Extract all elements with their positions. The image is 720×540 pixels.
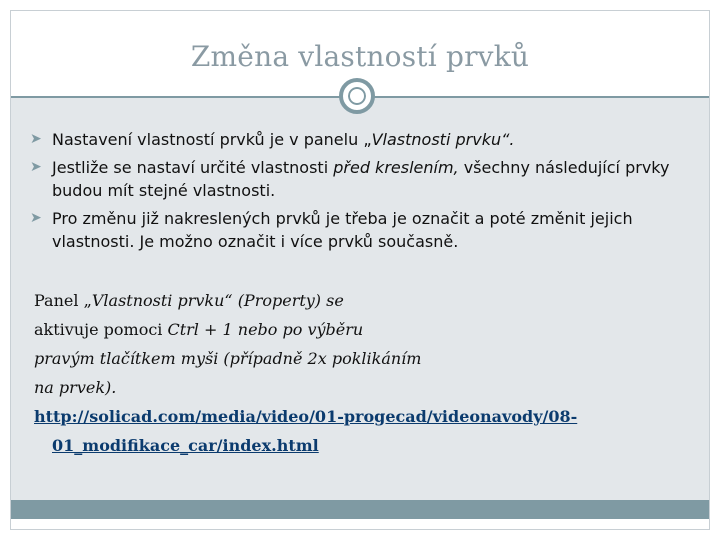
bullet-item bbox=[30, 128, 694, 151]
body-paragraph bbox=[34, 286, 694, 460]
paragraph-text-italic: pravým tlačítkem myši (případně 2x poklikáním bbox=[34, 349, 422, 368]
bullet-text bbox=[52, 128, 694, 151]
paragraph-text: aktivuje pomoci bbox=[34, 320, 168, 339]
paragraph-text-italic: Vlastnosti prvku“ (Property) se bbox=[91, 291, 344, 310]
bullet-text-part: Pro změnu již nakreslených prvků je třeba je označit a poté změnit jejich vlastnosti. Je možno označit i více prvků současně. bbox=[52, 209, 633, 251]
paragraph-text-italic: na prvek). bbox=[34, 378, 117, 397]
video-link-line[interactable]: http://solicad.com/media/video/01-progecad/videonavody/08- bbox=[34, 407, 578, 426]
paragraph-line bbox=[34, 344, 694, 373]
bullet-text-part: všechny následující prvky budou mít stejné vlastnosti. bbox=[52, 158, 670, 200]
bullet-arrow-icon: ➤ bbox=[30, 210, 42, 226]
bullet-arrow-icon: ➤ bbox=[30, 131, 42, 147]
bullet-text-part: Nastavení vlastností prvků je v panelu „ bbox=[52, 130, 372, 149]
bullet-text-italic: Vlastnosti prvku“. bbox=[371, 130, 515, 149]
bullet-list bbox=[30, 128, 694, 258]
paragraph-line bbox=[34, 286, 694, 315]
video-link[interactable] bbox=[34, 402, 694, 460]
paragraph-line bbox=[34, 373, 694, 402]
bullet-text bbox=[52, 156, 694, 202]
slide-title: Změna vlastností prvků bbox=[190, 40, 530, 73]
bottom-band bbox=[11, 500, 709, 519]
paragraph-text: Panel „ bbox=[34, 291, 92, 310]
circle-ornament-icon bbox=[339, 78, 375, 114]
bullet-arrow-icon: ➤ bbox=[30, 159, 42, 175]
bullet-item bbox=[30, 207, 694, 253]
bullet-text-part: Jestliže se nastaví určité vlastnosti bbox=[52, 158, 334, 177]
bullet-item bbox=[30, 156, 694, 202]
bullet-text-italic: před kreslením, bbox=[333, 158, 459, 177]
paragraph-line bbox=[34, 315, 694, 344]
paragraph-text-italic: Ctrl + 1 nebo po výběru bbox=[167, 320, 364, 339]
video-link-line[interactable]: 01_modifikace_car/index.html bbox=[52, 436, 319, 455]
bullet-text bbox=[52, 207, 694, 253]
